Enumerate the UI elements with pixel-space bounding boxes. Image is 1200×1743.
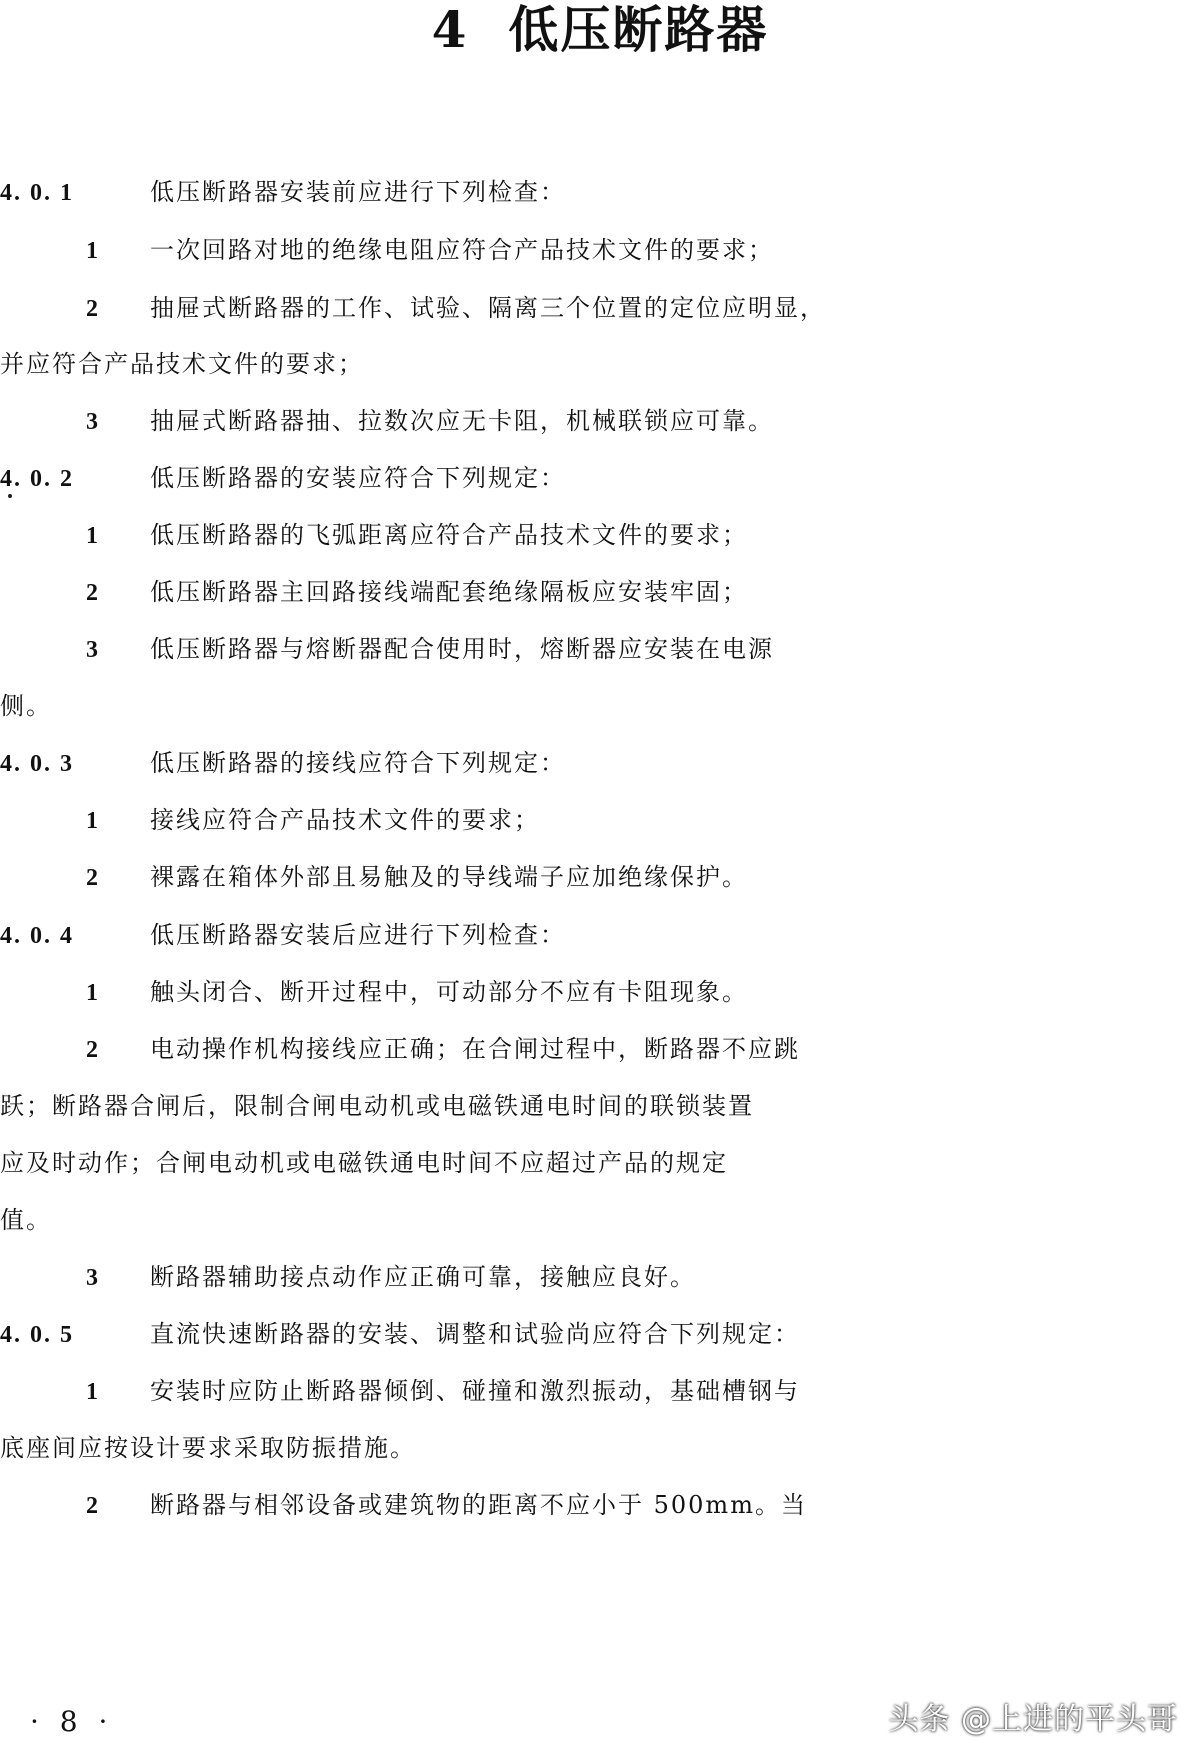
item-number: 3	[86, 1265, 100, 1291]
item-number: 2	[86, 1493, 100, 1519]
source-watermark: 头条 @上进的平头哥	[888, 1702, 1178, 1737]
item-text: 低压断路器主回路接线端配套绝缘隔板应安装牢固；	[150, 578, 748, 606]
clause-number: 4. 0. 2	[0, 466, 74, 492]
clause-number: 4. 0. 5	[0, 1322, 74, 1348]
clause-item	[0, 792, 1200, 849]
clause-item	[0, 280, 1200, 337]
clause-heading-text: 低压断路器的安装应符合下列规定：	[150, 464, 566, 492]
item-text: 抽屉式断路器的工作、试验、隔离三个位置的定位应明显，	[150, 294, 826, 322]
item-text: 裸露在箱体外部且易触及的导线端子应加绝缘保护。	[150, 863, 748, 891]
clause-number: 4. 0. 4	[0, 923, 74, 949]
item-continuation	[0, 678, 1200, 734]
item-number: 2	[86, 865, 100, 891]
clause-heading-4-0-4	[0, 907, 1200, 964]
chapter-title	[0, 0, 1200, 60]
item-text: 触头闭合、断开过程中，可动部分不应有卡阻现象。	[150, 978, 748, 1006]
item-text: 接线应符合产品技术文件的要求；	[150, 806, 540, 834]
clause-heading-4-0-1	[0, 164, 1200, 221]
item-number: 1	[86, 808, 100, 834]
item-text: 值。	[0, 1206, 52, 1234]
item-continuation	[0, 336, 1200, 392]
item-number: 2	[86, 1037, 100, 1063]
item-text: 安装时应防止断路器倾倒、碰撞和激烈振动，基础槽钢与	[150, 1377, 800, 1405]
item-text: 电动操作机构接线应正确；在合闸过程中，断路器不应跳	[150, 1035, 800, 1063]
item-continuation	[0, 1135, 1200, 1191]
clause-item	[0, 1363, 1200, 1420]
item-text: 并应符合产品技术文件的要求；	[0, 350, 364, 378]
item-text: 抽屉式断路器抽、拉数次应无卡阻，机械联锁应可靠。	[150, 407, 774, 435]
item-text: 低压断路器与熔断器配合使用时，熔断器应安装在电源	[150, 635, 774, 663]
item-text: 跃；断路器合闸后，限制合闸电动机或电磁铁通电时间的联锁装置	[0, 1092, 754, 1120]
clause-heading-text: 低压断路器安装前应进行下列检查：	[150, 178, 566, 206]
item-number: 1	[86, 523, 100, 549]
item-continuation	[0, 1192, 1200, 1248]
clause-heading-4-0-5	[0, 1306, 1200, 1363]
clause-heading-4-0-3	[0, 735, 1200, 792]
clause-item	[0, 507, 1200, 564]
item-number: 3	[86, 637, 100, 663]
item-text: 一次回路对地的绝缘电阻应符合产品技术文件的要求；	[150, 236, 774, 264]
item-number: 1	[86, 238, 100, 264]
clause-heading-text: 低压断路器的接线应符合下列规定：	[150, 749, 566, 777]
item-number: 1	[86, 1379, 100, 1405]
clause-item	[0, 222, 1200, 279]
clause-item	[0, 849, 1200, 906]
clause-item	[0, 1021, 1200, 1078]
item-text: 低压断路器的飞弧距离应符合产品技术文件的要求；	[150, 521, 748, 549]
clause-item	[0, 393, 1200, 450]
clause-heading-4-0-2	[0, 450, 1200, 507]
clause-item	[0, 1249, 1200, 1306]
clause-number: 4. 0. 1	[0, 180, 74, 206]
item-continuation	[0, 1420, 1200, 1476]
chapter-title-text: 低压断路器	[508, 0, 769, 59]
item-text: 底座间应按设计要求采取防振措施。	[0, 1434, 416, 1462]
clause-number: 4. 0. 3	[0, 751, 74, 777]
item-number: 2	[86, 580, 100, 606]
page-number: · 8 ·	[30, 1705, 114, 1738]
clause-heading-text: 直流快速断路器的安装、调整和试验尚应符合下列规定：	[150, 1320, 800, 1348]
item-number: 3	[86, 409, 100, 435]
clause-item	[0, 621, 1200, 678]
item-number: 1	[86, 980, 100, 1006]
clause-item	[0, 564, 1200, 621]
chapter-number: 4	[431, 0, 469, 59]
clause-item	[0, 964, 1200, 1021]
item-text: 侧。	[0, 692, 52, 720]
item-continuation	[0, 1078, 1200, 1134]
clause-heading-text: 低压断路器安装后应进行下列检查：	[150, 921, 566, 949]
clause-item	[0, 1477, 1200, 1534]
item-number: 2	[86, 296, 100, 322]
item-text: 应及时动作；合闸电动机或电磁铁通电时间不应超过产品的规定	[0, 1149, 728, 1177]
item-text: 断路器辅助接点动作应正确可靠，接触应良好。	[150, 1263, 696, 1291]
item-text: 断路器与相邻设备或建筑物的距离不应小于 500mm。当	[150, 1491, 807, 1519]
